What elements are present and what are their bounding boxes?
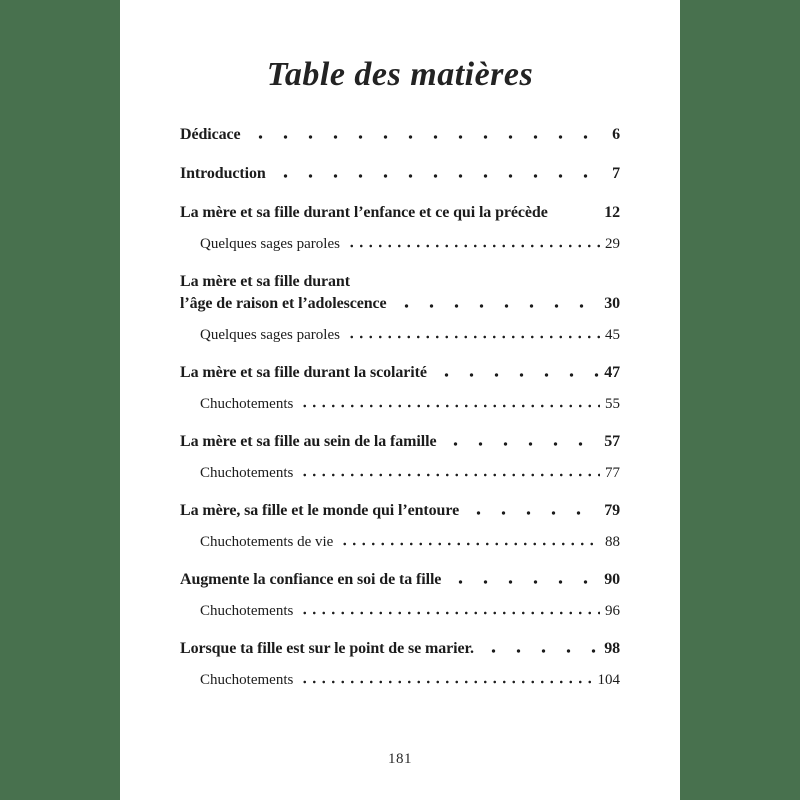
- toc-entry-label: Chuchotements: [200, 465, 294, 481]
- toc-entry-row: [180, 569, 620, 591]
- toc-entry-page: 55: [605, 396, 620, 412]
- toc-entry-label: Dédicace: [180, 126, 241, 143]
- toc-entry: [180, 234, 620, 254]
- toc-entry-label: Introduction: [180, 165, 266, 182]
- toc-entry-label-line1: La mère et sa fille durant: [180, 273, 350, 290]
- toc-entry: [180, 124, 620, 146]
- toc-entry-page: 30: [604, 295, 620, 312]
- toc-entry-page: 77: [605, 465, 620, 481]
- dot-leader: [347, 335, 600, 339]
- toc-entry: [180, 532, 620, 552]
- toc-entry: [180, 163, 620, 185]
- dot-leader: [466, 511, 599, 515]
- toc-entry: [180, 202, 620, 224]
- toc-entry-row: [180, 293, 620, 315]
- toc-page: [120, 0, 680, 800]
- toc-entry-row: [200, 234, 620, 254]
- toc-entry-row: [180, 362, 620, 384]
- toc-entry-row: [180, 500, 620, 522]
- toc-entry-row: [200, 601, 620, 621]
- toc-entry: [180, 638, 620, 660]
- toc-entry: [180, 271, 620, 315]
- toc-entry-row: [180, 163, 620, 185]
- cover-band-left: [0, 0, 120, 800]
- dot-leader: [300, 611, 600, 615]
- toc-entry-row: [200, 670, 620, 690]
- toc-entry-page: 104: [597, 672, 620, 688]
- toc-entry-label: Chuchotements de vie: [200, 534, 334, 550]
- toc-entry-page: 88: [605, 534, 620, 550]
- toc-entry-page: 45: [605, 327, 620, 343]
- toc-entry-label: Chuchotements: [200, 603, 294, 619]
- dot-leader: [340, 542, 600, 546]
- toc-entry-row: [180, 202, 620, 224]
- toc-entry-page: 6: [612, 126, 620, 143]
- dot-leader: [347, 244, 600, 248]
- toc-entry-row: [200, 532, 620, 552]
- dot-leader: [300, 404, 600, 408]
- toc-entry-label: La mère et sa fille durant l’enfance et ce qui la précède: [180, 204, 548, 221]
- dot-leader: [394, 304, 600, 308]
- toc-entry-page: 98: [604, 640, 620, 657]
- dot-leader: [300, 680, 592, 684]
- toc-entry: [180, 362, 620, 384]
- toc-entry-page: 7: [612, 165, 620, 182]
- dot-leader: [300, 473, 600, 477]
- toc-entry-label: La mère et sa fille au sein de la famille: [180, 433, 437, 450]
- toc-entry-label: Augmente la confiance en soi de ta fille: [180, 571, 442, 588]
- toc-entry: [180, 325, 620, 345]
- toc-entry-page: 47: [604, 364, 620, 381]
- dot-leader: [448, 580, 599, 584]
- dot-leader: [443, 442, 599, 446]
- toc-entry-page: 90: [604, 571, 620, 588]
- toc-entry-page: 12: [604, 204, 620, 221]
- toc-entry: [180, 569, 620, 591]
- toc-entry: [180, 500, 620, 522]
- toc-entry-label: Chuchotements: [200, 396, 294, 412]
- dot-leader: [273, 174, 607, 178]
- toc-entry-row: [180, 431, 620, 453]
- toc-entry-label: La mère et sa fille durant la scolarité: [180, 364, 427, 381]
- toc-entries: [180, 124, 620, 690]
- toc-entry-label: Quelques sages paroles: [200, 236, 340, 252]
- toc-entry-row: [200, 325, 620, 345]
- toc-entry-label: l’âge de raison et l’adolescence: [180, 295, 387, 312]
- toc-entry: [180, 670, 620, 690]
- dot-leader: [555, 213, 599, 217]
- toc-entry-page: 29: [605, 236, 620, 252]
- toc-entry: [180, 601, 620, 621]
- toc-entry-row: [180, 638, 620, 660]
- page-title: Table des matières: [266, 56, 534, 93]
- dot-leader: [481, 649, 599, 653]
- toc-entry-row: [180, 124, 620, 146]
- toc-entry-row: [200, 394, 620, 414]
- toc-entry-page: 79: [604, 502, 620, 519]
- dot-leader: [434, 373, 599, 377]
- folio-page-number: 181: [388, 751, 412, 767]
- toc-entry-label: Lorsque ta fille est sur le point de se marier.: [180, 640, 474, 657]
- dot-leader: [248, 135, 608, 139]
- toc-entry-page: 57: [604, 433, 620, 450]
- toc-entry: [180, 431, 620, 453]
- toc-entry-label: Chuchotements: [200, 672, 294, 688]
- toc-entry-row: [200, 463, 620, 483]
- toc-entry-label: La mère, sa fille et le monde qui l’entoure: [180, 502, 460, 519]
- cover-band-right: [680, 0, 800, 800]
- toc-entry: [180, 394, 620, 414]
- toc-entry-page: 96: [605, 603, 620, 619]
- toc-entry-label: Quelques sages paroles: [200, 327, 340, 343]
- toc-entry: [180, 463, 620, 483]
